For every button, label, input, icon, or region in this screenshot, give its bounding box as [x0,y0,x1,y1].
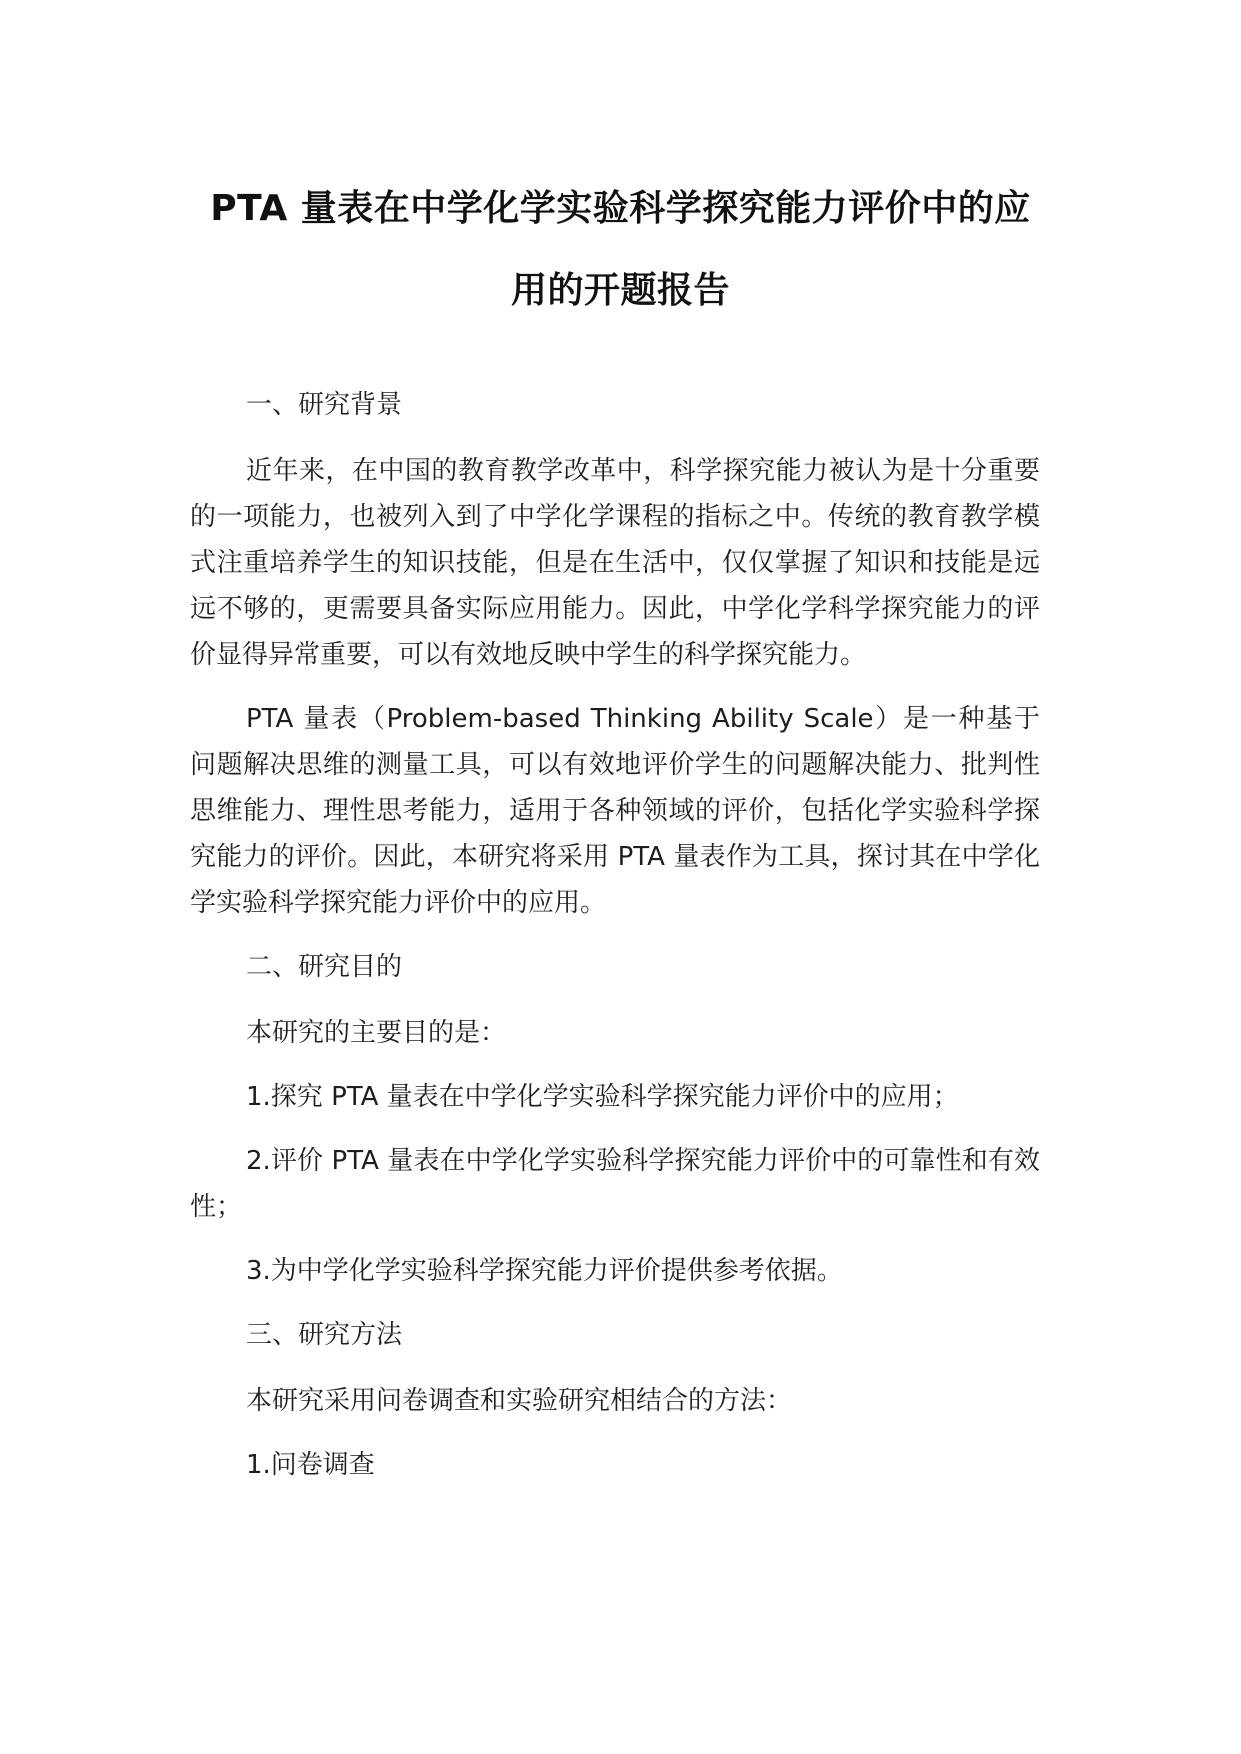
paragraph-method-intro: 本研究采用问卷调查和实验研究相结合的方法： [246,1386,793,1416]
document-title-line-2: 用的开题报告 [510,270,730,311]
section-heading-purpose: 二、研究目的 [246,952,403,982]
paragraph-purpose-intro: 本研究的主要目的是： [246,1018,507,1048]
document-title-line-1: PTA 量表在中学化学实验科学探究能力评价中的应 [210,188,1031,229]
document-body [190,382,1040,1506]
section-heading-background: 一、研究背景 [246,390,403,420]
paragraph-background-1: 近年来，在中国的教育教学改革中，科学探究能力被认为是十分重要的一项能力，也被列入到了中学化学课程的指标之中。传统的教育教学模式注重培养学生的知识技能，但是在生活中，仅仅掌握了知识和技能是远远不够的，更需要具备实际应用能力。因此，中学化学科学探究能力的评价显得异常重要，可以有效地反映中学生的科学探究能力。 [190,456,1040,670]
paragraph-background-2: PTA 量表（Problem-based Thinking Ability Scale）是一种基于问题解决思维的测量工具，可以有效地评价学生的问题解决能力、批判性思维能力、理性思考能力，适用于各种领域的评价，包括化学实验科学探究能力的评价。因此，本研究将采用 PTA 量表作为工具，探讨其在中学化学实验科学探究能力评价中的应用。 [190,704,1040,918]
section-heading-method: 三、研究方法 [246,1320,403,1350]
list-item-method-1: 1.问卷调查 [246,1450,375,1480]
list-item-purpose-1: 1.探究 PTA 量表在中学化学实验科学探究能力评价中的应用； [246,1082,959,1112]
list-item-purpose-3: 3.为中学化学实验科学探究能力评价提供参考依据。 [246,1256,843,1286]
list-item-purpose-2: 2.评价 PTA 量表在中学化学实验科学探究能力评价中的可靠性和有效性； [190,1146,1040,1222]
